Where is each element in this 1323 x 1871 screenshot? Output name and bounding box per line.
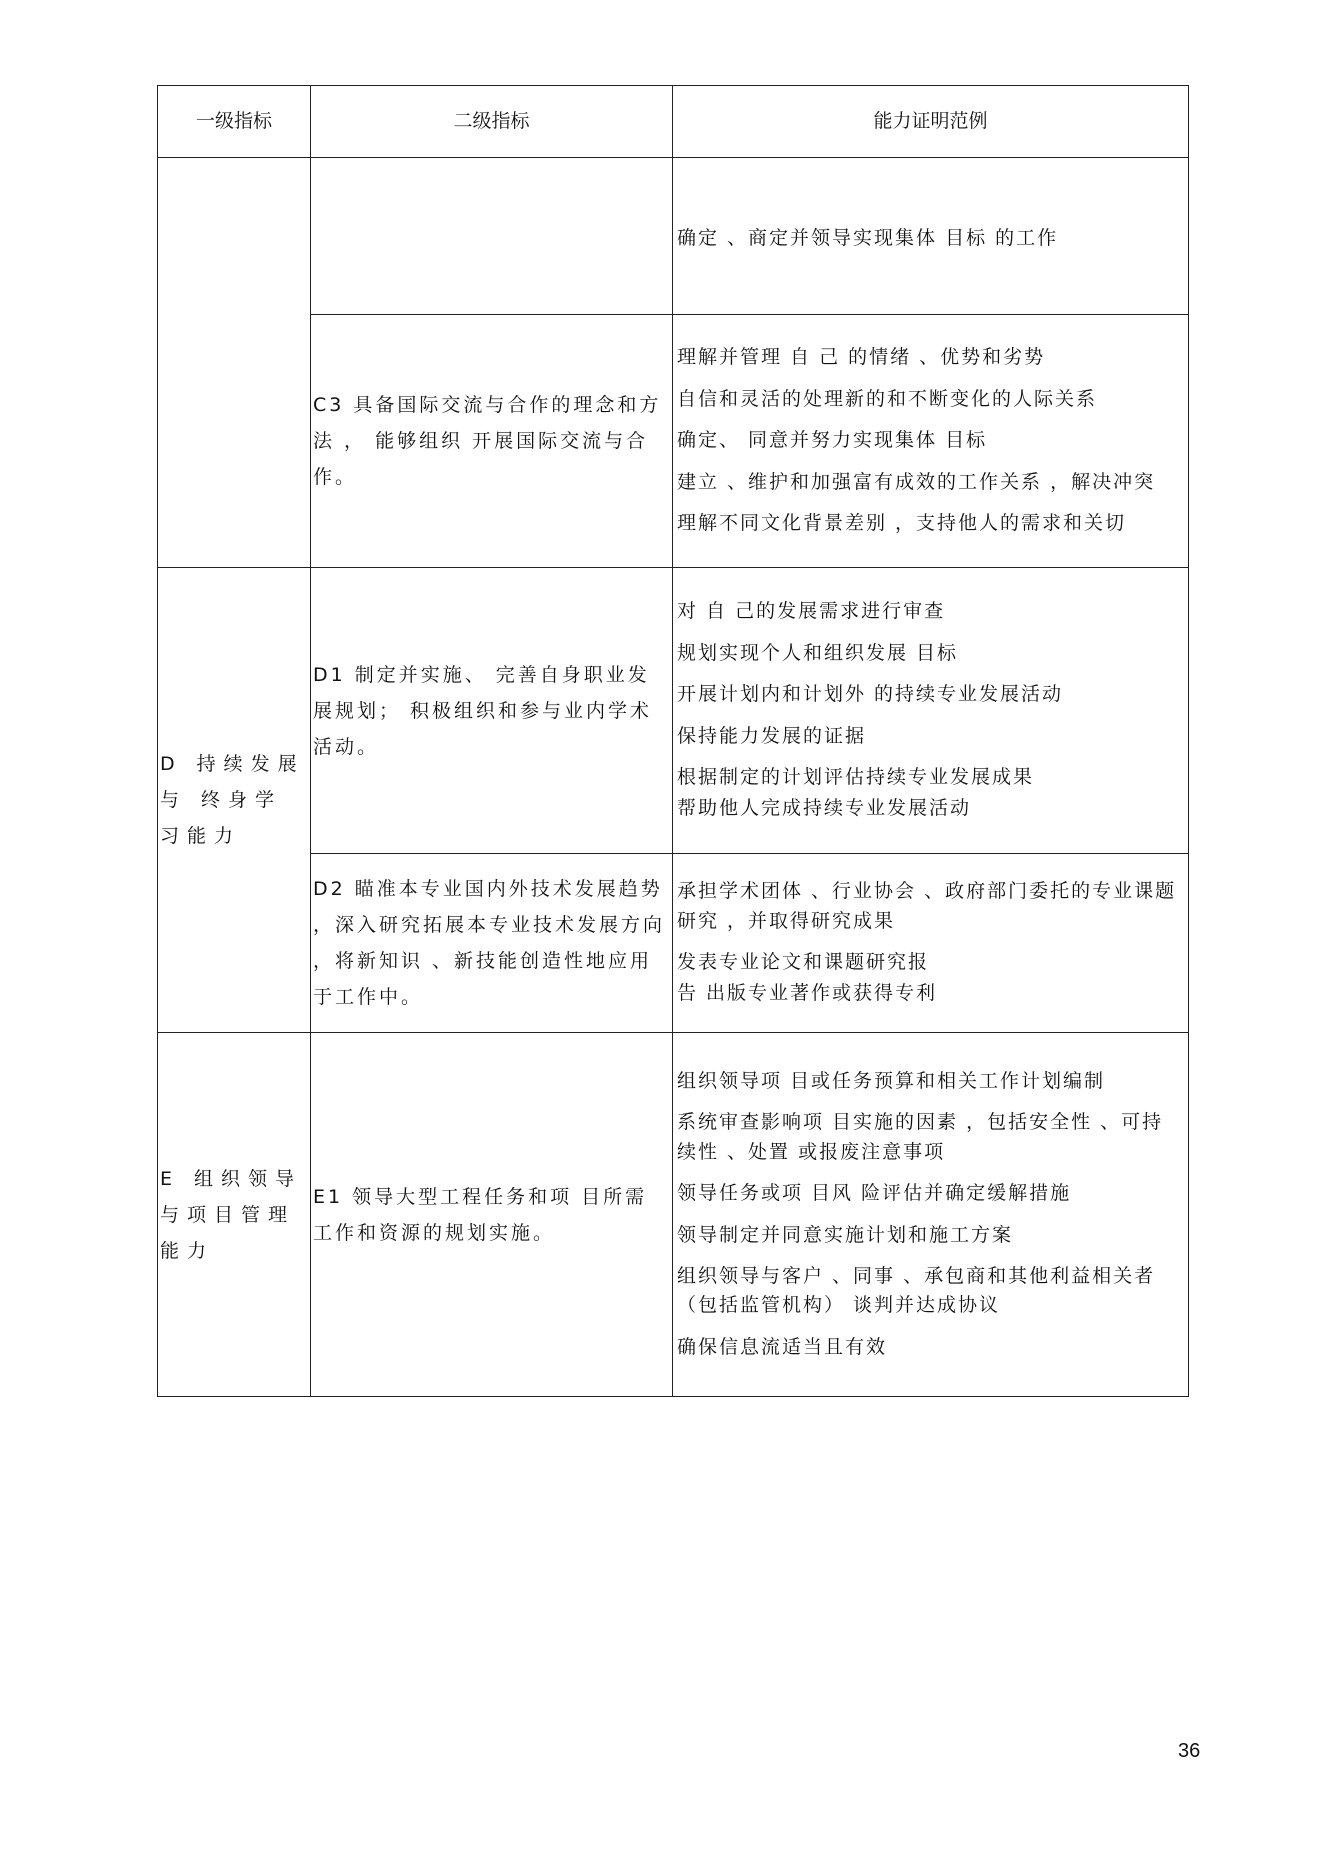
secondary-cell-d2 [311,854,673,1033]
evidence-item: 对 自 己的发展需求进行审查 [677,600,946,623]
evidence-cell-c-continued [673,158,1189,315]
primary-cell-d [158,568,311,1033]
evidence-item: 开展计划内和计划外 的持续专业发展活动 [677,683,1064,706]
secondary-cell-e1 [311,1033,673,1397]
evidence-item: 确定、 同意并努力实现集体 目标 [677,429,988,452]
primary-cell-e [158,1033,311,1397]
evidence-cell-e1 [673,1033,1189,1397]
secondary-text: C3 具备国际交流与合作的理念和方法 ， 能够组织 开展国际交流与合作。 [313,394,662,488]
evidence-item: 发表专业论文和课题研究报 [677,951,930,973]
evidence-item: 领导制定并同意实施计划和施工方案 [677,1223,1014,1246]
secondary-cell-d1 [311,568,673,854]
header-row [158,86,1189,158]
evidence-item: 自信和灵活的处理新的和不断变化的人际关系 [677,387,1098,410]
header-evidence-examples: 能力证明范例 [673,86,1189,158]
header-primary-indicator: 一级指标 [158,86,311,158]
table-row [158,158,1189,315]
evidence-item: 规划实现个人和组织发展 目标 [677,641,959,664]
evidence-item: 保持能力发展的证据 [677,724,867,747]
table-row [158,315,1189,568]
primary-text: D 持续发展与 终身学习能力 [160,753,305,847]
evidence-item: 根据制定的计划评估持续专业发展成果 [677,765,1035,788]
evidence-item: 系统审查影响项 目实施的因素 ，包括安全性 、可持续性 、处置 或报废注意事项 [677,1111,1164,1163]
evidence-cell-c3 [673,315,1189,568]
primary-text: E 组织领导与项目管理能力 [160,1167,303,1262]
evidence-item: 建立 、维护和加强富有成效的工作关系 ，解决冲突 [677,470,1156,493]
secondary-cell-c-continued [311,158,673,315]
table-row [158,854,1189,1033]
page-number: 36 [1178,1740,1201,1762]
primary-cell-c-continued [158,158,311,568]
secondary-text: D1 制定并实施、 完善自身职业发 展规划； 积极组织和参与业内学术 活动。 [313,663,653,758]
table-row [158,1033,1189,1397]
evidence-item: 告 出版专业著作或获得专利 [677,982,938,1005]
competency-table [157,85,1189,1397]
secondary-cell-c3 [311,315,673,568]
evidence-item: 组织领导与客户 、同事 、承包商和其他利益相关者 （包括监管机构） 谈判并达成协议 [677,1264,1156,1317]
evidence-cell-d2 [673,854,1189,1033]
evidence-item: 帮助他人完成持续专业发展活动 [677,797,972,820]
table-row [158,568,1189,854]
secondary-text: E1 领导大型工程任务和项 目所需 工作和资源的规划实施。 [313,1185,648,1244]
evidence-item: 理解并管理 自 己 的情绪 、优势和劣势 [677,346,1046,369]
secondary-text: D2 瞄准本专业国内外技术发展趋势 ，深入研究拓展本专业技术发展方向 ，将新知识 、新技能创造性地应用于工作中。 [313,878,666,1008]
evidence-item: 理解不同文化背景差别 ，支持他人的需求和关切 [677,512,1127,535]
evidence-item: 确保信息流适当且有效 [677,1335,888,1358]
evidence-cell-d1 [673,568,1189,854]
header-secondary-indicator: 二级指标 [311,86,673,158]
evidence-item: 确定 、商定并领导实现集体 目标 的工作 [677,227,1059,250]
evidence-item: 组织领导项 目或任务预算和相关工作计划编制 [677,1069,1106,1092]
evidence-item: 承担学术团体 、行业协会 、政府部门委托的专业课题研究 ，并取得研究成果 [677,880,1177,932]
evidence-item: 领导任务或项 目风 险评估并确定缓解措施 [677,1182,1072,1205]
